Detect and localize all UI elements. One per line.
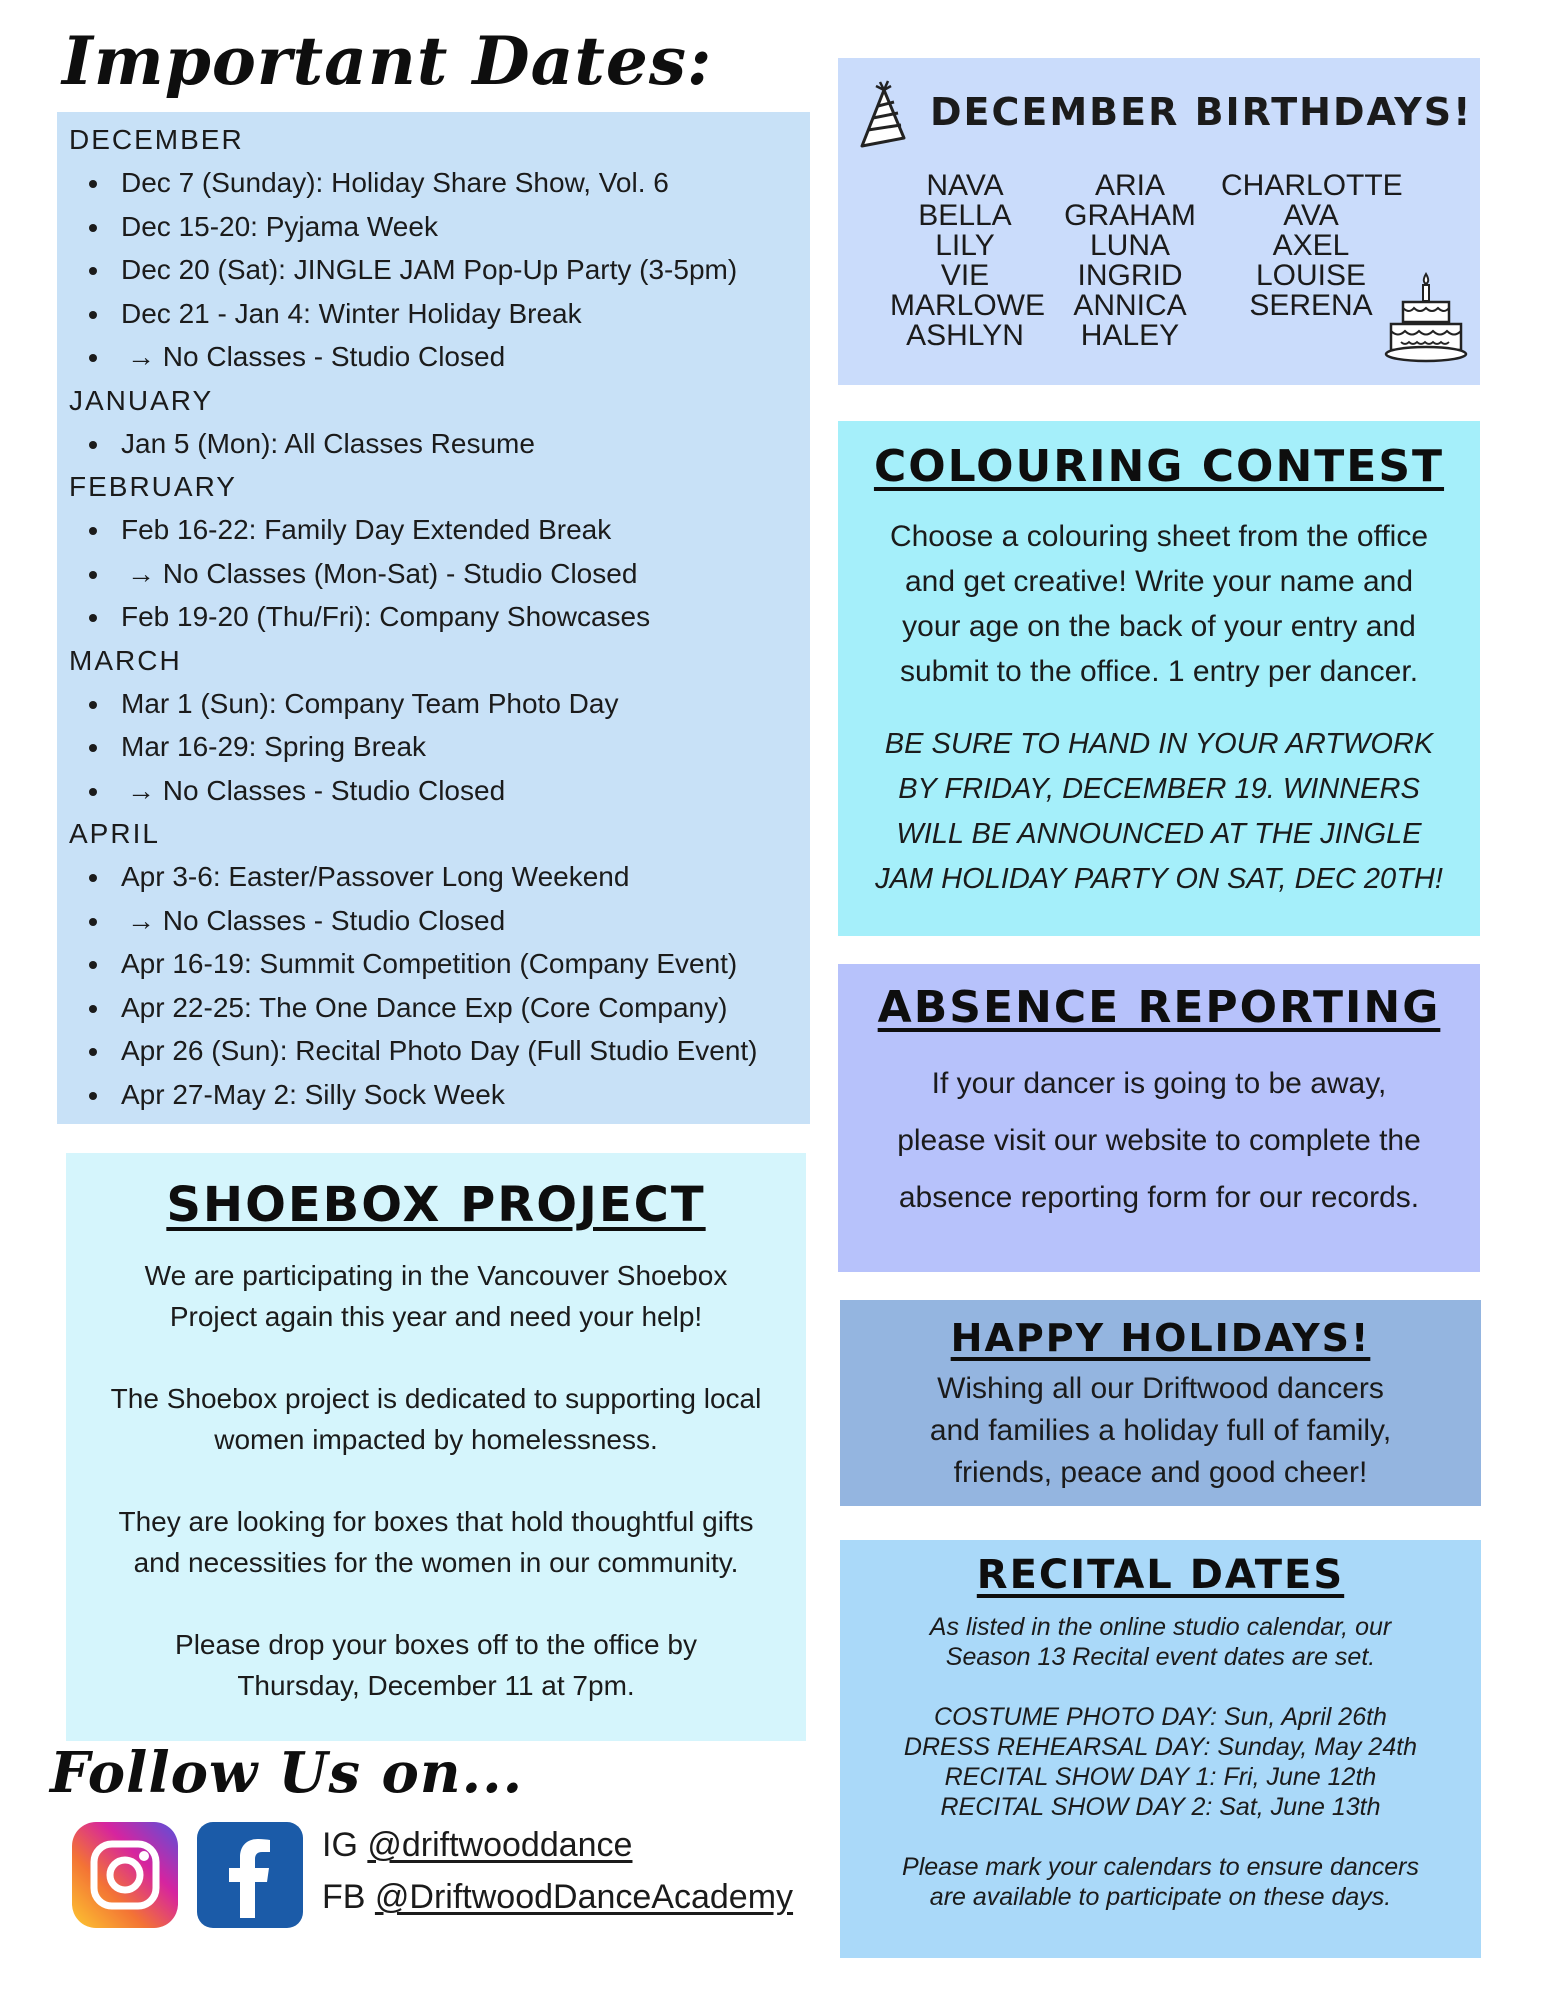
birthday-name: BELLA — [918, 199, 1012, 232]
birthday-names-column-3 — [1221, 171, 1401, 321]
event-item-note: → No Classes (Mon-Sat) - Studio Closed — [69, 552, 810, 596]
text-line: Season 13 Recital event dates are set. — [945, 1643, 1376, 1671]
birthday-name: ARIA — [1094, 169, 1166, 202]
recital-dates-heading: RECITAL DATES — [976, 1552, 1345, 1598]
event-item: Apr 16-19: Summit Competition (Company Event) — [69, 942, 810, 986]
birthday-name: MARLOWE — [890, 289, 1046, 322]
birthday-name: CHARLOTTE — [1221, 169, 1403, 202]
shoebox-heading: SHOEBOX PROJECT — [166, 1177, 706, 1233]
shoebox-text: Thursday, December 11 at 7pm. — [237, 1670, 635, 1701]
facebook-handle-link[interactable]: @DriftwoodDanceAcademy — [374, 1878, 794, 1916]
text-line: and get creative! Write your name and — [904, 565, 1414, 598]
event-item: Apr 3-6: Easter/Passover Long Weekend — [69, 855, 810, 899]
important-dates-panel — [57, 112, 810, 1124]
facebook-icon[interactable] — [197, 1822, 303, 1928]
recital-date: COSTUME PHOTO DAY: Sun, April 26th — [934, 1703, 1387, 1731]
shoebox-text: Please drop your boxes off to the office by — [175, 1629, 697, 1660]
event-item: Feb 16-22: Family Day Extended Break — [69, 508, 810, 552]
event-item: Apr 22-25: The One Dance Exp (Core Company) — [69, 986, 810, 1030]
event-item: Jan 5 (Mon): All Classes Resume — [69, 422, 810, 466]
absence-reporting-heading: ABSENCE REPORTING — [877, 982, 1441, 1033]
event-item: Dec 21 - Jan 4: Winter Holiday Break — [69, 292, 810, 336]
month-january: JANUARY — [69, 384, 214, 416]
birthday-cake-icon — [1383, 268, 1469, 368]
shoebox-text: and necessities for the women in our community. — [133, 1547, 739, 1578]
month-december: DECEMBER — [69, 124, 244, 155]
recital-outro — [840, 1852, 1481, 1912]
month-march: MARCH — [69, 644, 182, 676]
shoebox-text: We are participating in the Vancouver Shoebox — [144, 1260, 728, 1291]
event-item: Mar 1 (Sun): Company Team Photo Day — [69, 682, 810, 726]
event-item: Apr 27-May 2: Silly Sock Week — [69, 1073, 810, 1117]
birthday-name: VIE — [940, 259, 990, 292]
follow-us-title: Follow Us on... — [50, 1740, 524, 1806]
instagram-icon[interactable] — [72, 1822, 178, 1928]
shoebox-text: women impacted by homelessness. — [214, 1424, 658, 1455]
birthday-names-column-1 — [890, 169, 1046, 352]
text-line: WILL BE ANNOUNCED AT THE JINGLE — [896, 818, 1422, 850]
text-line: your age on the back of your entry and — [902, 610, 1416, 643]
month-april: APRIL — [69, 818, 160, 849]
shoebox-text: The Shoebox project is dedicated to supporting local — [110, 1383, 762, 1414]
birthday-names-column-2 — [1050, 171, 1210, 351]
recital-date: RECITAL SHOW DAY 1: Fri, June 12th — [944, 1763, 1377, 1791]
text-line: friends, peace and good cheer! — [953, 1456, 1368, 1489]
recital-intro — [840, 1612, 1481, 1672]
colouring-contest-panel — [838, 421, 1480, 936]
text-line: submit to the office. 1 entry per dancer. — [899, 655, 1419, 688]
birthday-name: ASHLYN — [906, 319, 1024, 352]
event-item: Feb 19-20 (Thu/Fri): Company Showcases — [69, 595, 810, 639]
colouring-contest-text — [838, 514, 1480, 694]
important-dates-title: Important Dates: — [62, 22, 713, 100]
event-item: Apr 26 (Sun): Recital Photo Day (Full Studio Event) — [69, 1029, 810, 1073]
text-line: BE SURE TO HAND IN YOUR ARTWORK — [884, 728, 1434, 760]
text-line: and families a holiday full of family, — [929, 1414, 1392, 1447]
important-dates-list — [69, 118, 810, 1116]
instagram-prefix: IG — [322, 1826, 358, 1864]
shoebox-text: They are looking for boxes that hold thoughtful gifts — [118, 1506, 754, 1537]
text-line: BY FRIDAY, DECEMBER 19. WINNERS — [898, 773, 1420, 805]
facebook-line — [322, 1878, 793, 1917]
happy-holidays-panel — [840, 1300, 1481, 1506]
event-item: Mar 16-29: Spring Break — [69, 725, 810, 769]
birthday-name: GRAHAM — [1064, 199, 1196, 232]
birthday-name: HALEY — [1080, 319, 1180, 352]
recital-date: RECITAL SHOW DAY 2: Sat, June 13th — [940, 1793, 1381, 1821]
recital-date: DRESS REHEARSAL DAY: Sunday, May 24th — [903, 1733, 1418, 1761]
text-line: Choose a colouring sheet from the office — [889, 520, 1429, 553]
colouring-contest-heading: COLOURING CONTEST — [873, 441, 1445, 492]
birthdays-panel — [838, 58, 1480, 385]
recital-dates-panel — [840, 1540, 1481, 1958]
shoebox-project-panel — [66, 1153, 806, 1741]
text-line: As listed in the online studio calendar, our — [929, 1613, 1392, 1641]
event-item-note: → No Classes - Studio Closed — [69, 335, 810, 379]
birthday-name: SERENA — [1249, 289, 1373, 322]
text-line: are available to participate on these days. — [929, 1883, 1392, 1911]
party-hat-icon — [858, 76, 908, 152]
event-item: Dec 20 (Sat): JINGLE JAM Pop-Up Party (3-5pm) — [69, 248, 810, 292]
colouring-contest-deadline — [838, 722, 1480, 902]
recital-date-list — [840, 1702, 1481, 1822]
birthday-name: LUNA — [1089, 229, 1171, 262]
text-line: JAM HOLIDAY PARTY ON SAT, DEC 20TH! — [875, 863, 1443, 895]
event-item: Dec 7 (Sunday): Holiday Share Show, Vol. 6 — [69, 161, 810, 205]
absence-reporting-text — [838, 1055, 1480, 1226]
birthday-name: LILY — [935, 229, 995, 262]
text-line: Wishing all our Driftwood dancers — [937, 1372, 1384, 1405]
instagram-handle-link[interactable]: @driftwooddance — [367, 1826, 633, 1864]
birthdays-heading: DECEMBER BIRTHDAYS! — [930, 90, 1473, 134]
facebook-prefix: FB — [322, 1878, 366, 1916]
happy-holidays-heading: HAPPY HOLIDAYS! — [950, 1316, 1371, 1360]
text-line: If your dancer is going to be away, — [931, 1067, 1387, 1100]
happy-holidays-text — [840, 1368, 1481, 1494]
text-line: Please mark your calendars to ensure dancers — [902, 1853, 1419, 1881]
birthday-name: ANNICA — [1073, 289, 1187, 322]
birthday-name: AXEL — [1272, 229, 1350, 262]
birthday-name: AVA — [1283, 199, 1339, 232]
birthday-name: INGRID — [1077, 259, 1183, 292]
event-item-note: → No Classes - Studio Closed — [69, 899, 810, 943]
text-line: absence reporting form for our records. — [898, 1181, 1420, 1214]
instagram-line — [322, 1826, 632, 1865]
event-item-note: → No Classes - Studio Closed — [69, 769, 810, 813]
month-february: FEBRUARY — [69, 471, 237, 502]
event-item: Dec 15-20: Pyjama Week — [69, 205, 810, 249]
birthday-name: NAVA — [926, 169, 1004, 202]
shoebox-text: Project again this year and need your help! — [169, 1301, 703, 1332]
birthday-name: LOUISE — [1255, 259, 1367, 292]
text-line: please visit our website to complete the — [897, 1124, 1421, 1157]
absence-reporting-panel — [838, 964, 1480, 1272]
